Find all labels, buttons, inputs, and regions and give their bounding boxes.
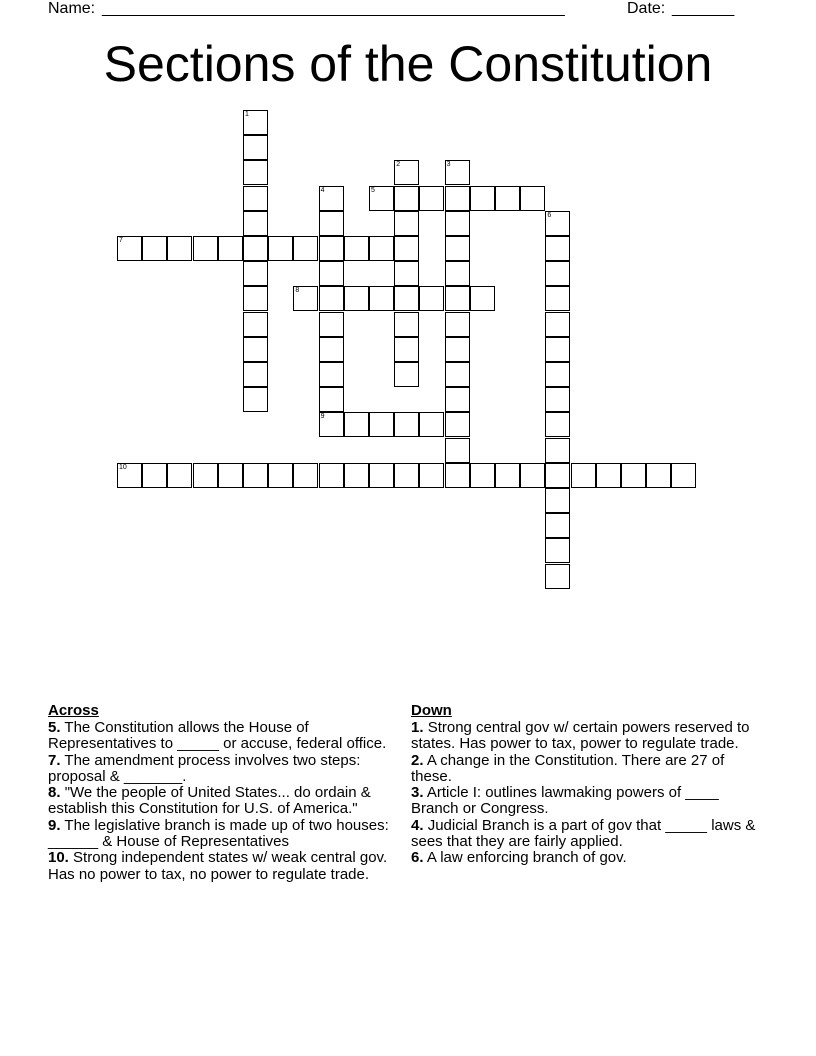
clue-number: 8 (295, 287, 300, 295)
down-clues (411, 702, 756, 867)
clue-across-9: 9. The legislative branch is made up of two houses: ______ & House of Representatives (48, 816, 389, 851)
grid-cell[interactable] (419, 286, 444, 311)
clue-down-3: 3. Article I: outlines lawmaking powers of ____ Branch or Congress. (411, 784, 719, 818)
grid-cell[interactable] (243, 186, 268, 211)
grid-cell[interactable] (445, 261, 470, 286)
grid-cell[interactable] (445, 337, 470, 362)
grid-cell[interactable] (243, 362, 268, 387)
grid-cell[interactable] (369, 463, 394, 488)
grid-cell[interactable] (445, 387, 470, 412)
grid-cell[interactable] (319, 362, 344, 387)
grid-cell[interactable] (545, 463, 570, 488)
across-heading: Across (48, 702, 99, 719)
grid-cell[interactable] (571, 463, 596, 488)
grid-cell[interactable] (445, 412, 470, 437)
grid-cell[interactable] (369, 286, 394, 311)
clue-number: 2 (396, 161, 401, 169)
grid-cell[interactable] (344, 463, 369, 488)
clue-down-6: 6. A law enforcing branch of gov. (411, 849, 627, 867)
grid-cell[interactable] (218, 463, 243, 488)
grid-cell[interactable] (243, 387, 268, 412)
grid-cell[interactable] (445, 463, 470, 488)
grid-cell[interactable] (419, 412, 444, 437)
grid-cell[interactable] (319, 412, 344, 437)
clue-number: 1 (245, 111, 249, 118)
grid-cell[interactable] (394, 160, 419, 185)
grid-cell[interactable] (344, 286, 369, 311)
grid-cell[interactable] (545, 261, 570, 286)
grid-cell[interactable] (268, 236, 293, 261)
grid-cell[interactable] (445, 160, 470, 185)
grid-cell[interactable] (167, 463, 192, 488)
grid-cell[interactable] (545, 564, 570, 589)
grid-cell[interactable] (495, 463, 520, 488)
clue-number: 7 (119, 237, 123, 244)
grid-cell[interactable] (293, 463, 318, 488)
grid-cell[interactable] (394, 312, 419, 337)
clue-down-4: 4. Judicial Branch is a part of gov that _____ laws & sees that they are fairly applied. (411, 816, 756, 851)
grid-cell[interactable] (293, 286, 318, 311)
grid-cell[interactable] (545, 488, 570, 513)
grid-cell[interactable] (394, 211, 419, 236)
grid-cell[interactable] (445, 186, 470, 211)
grid-cell[interactable] (142, 463, 167, 488)
grid-cell[interactable] (394, 186, 419, 211)
grid-cell[interactable] (243, 261, 268, 286)
grid-cell[interactable] (243, 135, 268, 160)
grid-cell[interactable] (319, 211, 344, 236)
grid-cell[interactable] (445, 438, 470, 463)
across-clues (48, 702, 393, 883)
name-label: Name: (48, 0, 96, 17)
grid-cell[interactable] (243, 110, 268, 135)
clue-number: 6 (547, 211, 552, 219)
grid-cell[interactable] (243, 211, 268, 236)
grid-cell[interactable] (369, 412, 394, 437)
grid-cell[interactable] (470, 286, 495, 311)
grid-cell[interactable] (243, 286, 268, 311)
grid-cell[interactable] (268, 463, 293, 488)
clue-down-2: 2. A change in the Constitution. There are 27 of these. (411, 751, 725, 785)
name-field-line[interactable]: ____________________________________________________ (102, 0, 565, 17)
grid-cell[interactable] (243, 312, 268, 337)
grid-cell[interactable] (369, 236, 394, 261)
grid-cell[interactable] (545, 286, 570, 311)
grid-cell[interactable] (545, 236, 570, 261)
grid-cell[interactable] (445, 312, 470, 337)
clue-across-7: 7. The amendment process involves two steps: proposal & _______. (48, 751, 361, 785)
grid-cell[interactable] (142, 236, 167, 261)
grid-cell[interactable] (243, 463, 268, 488)
down-heading: Down (411, 702, 452, 719)
clue-number: 3 (446, 161, 451, 169)
grid-cell[interactable] (319, 261, 344, 286)
grid-cell[interactable] (545, 538, 570, 563)
grid-cell[interactable] (445, 362, 470, 387)
clue-across-8: 8. "We the people of United States... do ordain & establish this Constitution for U.S. of America." (48, 784, 371, 818)
grid-cell[interactable] (596, 463, 621, 488)
grid-cell[interactable] (470, 463, 495, 488)
grid-cell[interactable] (319, 337, 344, 362)
grid-cell[interactable] (671, 463, 696, 488)
grid-cell[interactable] (344, 236, 369, 261)
clue-number: 5 (371, 186, 375, 194)
clue-down-1: 1. Strong central gov w/ certain powers reserved to states. Has power to tax, power to regulate trade. (411, 719, 750, 753)
grid-cell[interactable] (167, 236, 192, 261)
grid-cell[interactable] (394, 261, 419, 286)
grid-cell[interactable] (545, 438, 570, 463)
grid-cell[interactable] (545, 387, 570, 412)
date-label: Date: (627, 0, 666, 17)
grid-cell[interactable] (470, 186, 495, 211)
clue-across-5: 5. The Constitution allows the House of Representatives to _____ or accuse, federal office. (48, 719, 387, 753)
grid-cell[interactable] (319, 463, 344, 488)
grid-cell[interactable] (394, 463, 419, 488)
grid-cell[interactable] (243, 160, 268, 185)
grid-cell[interactable] (520, 463, 545, 488)
grid-cell[interactable] (621, 463, 646, 488)
grid-cell[interactable] (495, 186, 520, 211)
grid-cell[interactable] (319, 286, 344, 311)
grid-cell[interactable] (117, 236, 142, 261)
grid-cell[interactable] (545, 312, 570, 337)
grid-cell[interactable] (520, 186, 545, 211)
grid-cell[interactable] (369, 186, 394, 211)
grid-cell[interactable] (445, 286, 470, 311)
grid-cell[interactable] (394, 362, 419, 387)
grid-cell[interactable] (545, 337, 570, 362)
grid-cell[interactable] (319, 186, 344, 211)
grid-cell[interactable] (545, 412, 570, 437)
grid-cell[interactable] (319, 236, 344, 261)
grid-cell[interactable] (319, 312, 344, 337)
grid-cell[interactable] (445, 211, 470, 236)
clue-number: 10 (119, 463, 127, 471)
clue-number: 9 (320, 413, 325, 421)
grid-cell[interactable] (419, 186, 444, 211)
grid-cell[interactable] (419, 463, 444, 488)
grid-cell[interactable] (545, 211, 570, 236)
grid-cell[interactable] (545, 513, 570, 538)
grid-cell[interactable] (193, 236, 218, 261)
grid-cell[interactable] (646, 463, 671, 488)
grid-cell[interactable] (545, 362, 570, 387)
grid-cell[interactable] (445, 236, 470, 261)
grid-cell[interactable] (344, 412, 369, 437)
grid-cell[interactable] (193, 463, 218, 488)
grid-cell[interactable] (319, 387, 344, 412)
clue-across-10: 10. Strong independent states w/ weak central gov. Has no power to tax, no power to regulate trade. (48, 849, 388, 883)
date-field-line[interactable]: _______ (672, 0, 735, 17)
grid-cell[interactable] (218, 236, 243, 261)
page-title: Sections of the Constitution (103, 36, 713, 92)
grid-cell[interactable] (394, 412, 419, 437)
grid-cell[interactable] (243, 236, 268, 261)
grid-cell[interactable] (394, 337, 419, 362)
grid-cell[interactable] (293, 236, 318, 261)
grid-cell[interactable] (394, 286, 419, 311)
grid-cell[interactable] (243, 337, 268, 362)
grid-cell[interactable] (394, 236, 419, 261)
grid-cell[interactable] (117, 463, 142, 488)
clue-number: 4 (320, 186, 325, 194)
